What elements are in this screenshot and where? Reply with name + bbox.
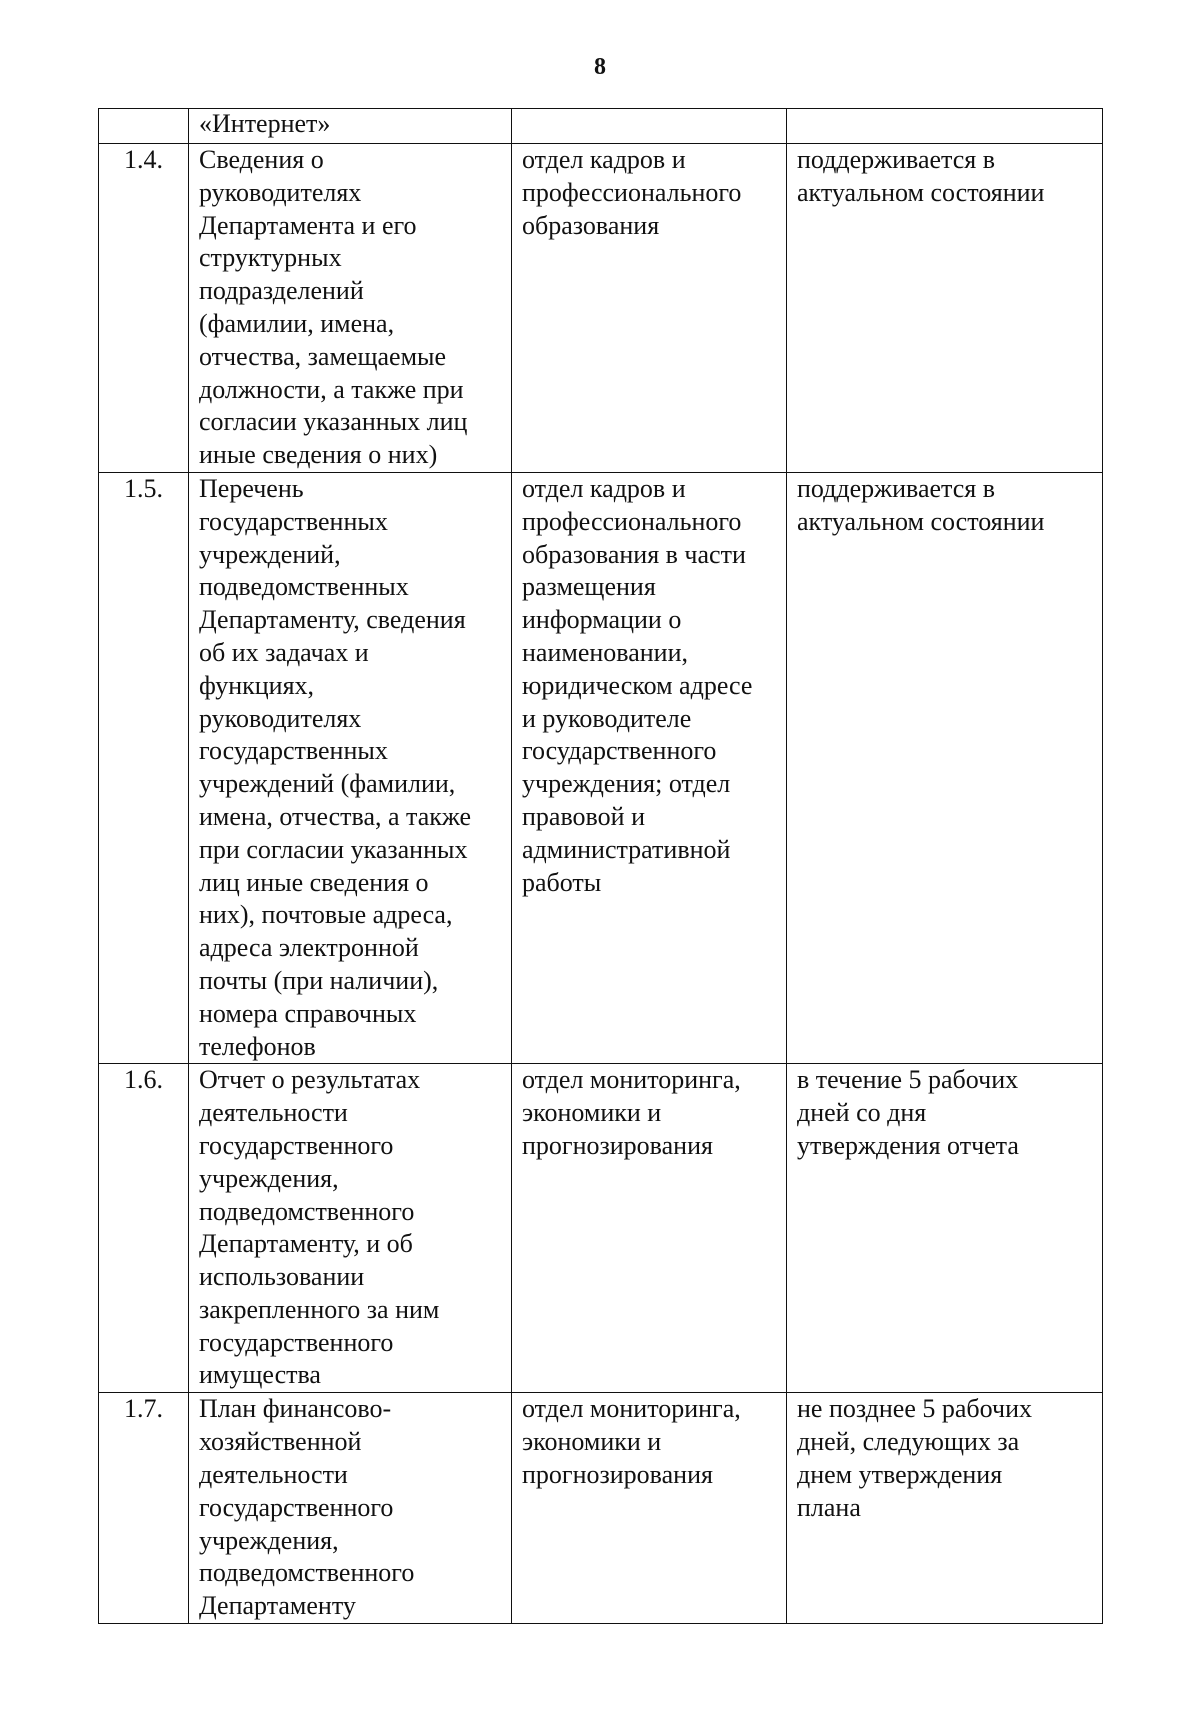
row-number [99,109,189,144]
item-description: План финансово- хозяйственной деятельности государственного учреждения, подведомственного Департаменту [189,1393,512,1624]
item-description: Сведения о руководителях Департамента и его структурных подразделений (фамилии, имена, отчества, замещаемые должности, а также при согласии указанных лиц иные сведения о них) [189,144,512,473]
table-row [99,109,1103,144]
item-description: Отчет о результатах деятельности государственного учреждения, подведомственного Департаменту, и об использовании закрепленного за ним государственного имущества [189,1064,512,1393]
update-term: не позднее 5 рабочих дней, следующих за днем утверждения плана [787,1393,1103,1624]
update-term: поддерживается в актуальном состоянии [787,144,1103,473]
update-term: в течение 5 рабочих дней со дня утверждения отчета [787,1064,1103,1393]
update-term [787,109,1103,144]
table-row [99,1393,1103,1624]
row-number: 1.7. [99,1393,189,1624]
row-number: 1.5. [99,472,189,1063]
table-row [99,472,1103,1063]
row-number: 1.6. [99,1064,189,1393]
table-row [99,144,1103,473]
responsible-unit: отдел кадров и профессионального образования в части размещения информации о наименовании, юридическом адресе и руководителе государственного учреждения; отдел правовой и административной работы [512,472,787,1063]
responsible-unit [512,109,787,144]
disclosure-table [98,108,1103,1624]
item-description: Перечень государственных учреждений, подведомственных Департаменту, сведения об их задачах и функциях, руководителях государственных учреждений (фамилии, имена, отчества, а также при согласии указанных лиц иные сведения о них), почтовые адреса, адреса электронной почты (при наличии), номера справочных телефонов [189,472,512,1063]
responsible-unit: отдел мониторинга, экономики и прогнозирования [512,1064,787,1393]
row-number: 1.4. [99,144,189,473]
responsible-unit: отдел мониторинга, экономики и прогнозирования [512,1393,787,1624]
page-number: 8 [594,54,606,80]
responsible-unit: отдел кадров и профессионального образования [512,144,787,473]
item-description: «Интернет» [189,109,512,144]
update-term: поддерживается в актуальном состоянии [787,472,1103,1063]
table-row [99,1064,1103,1393]
